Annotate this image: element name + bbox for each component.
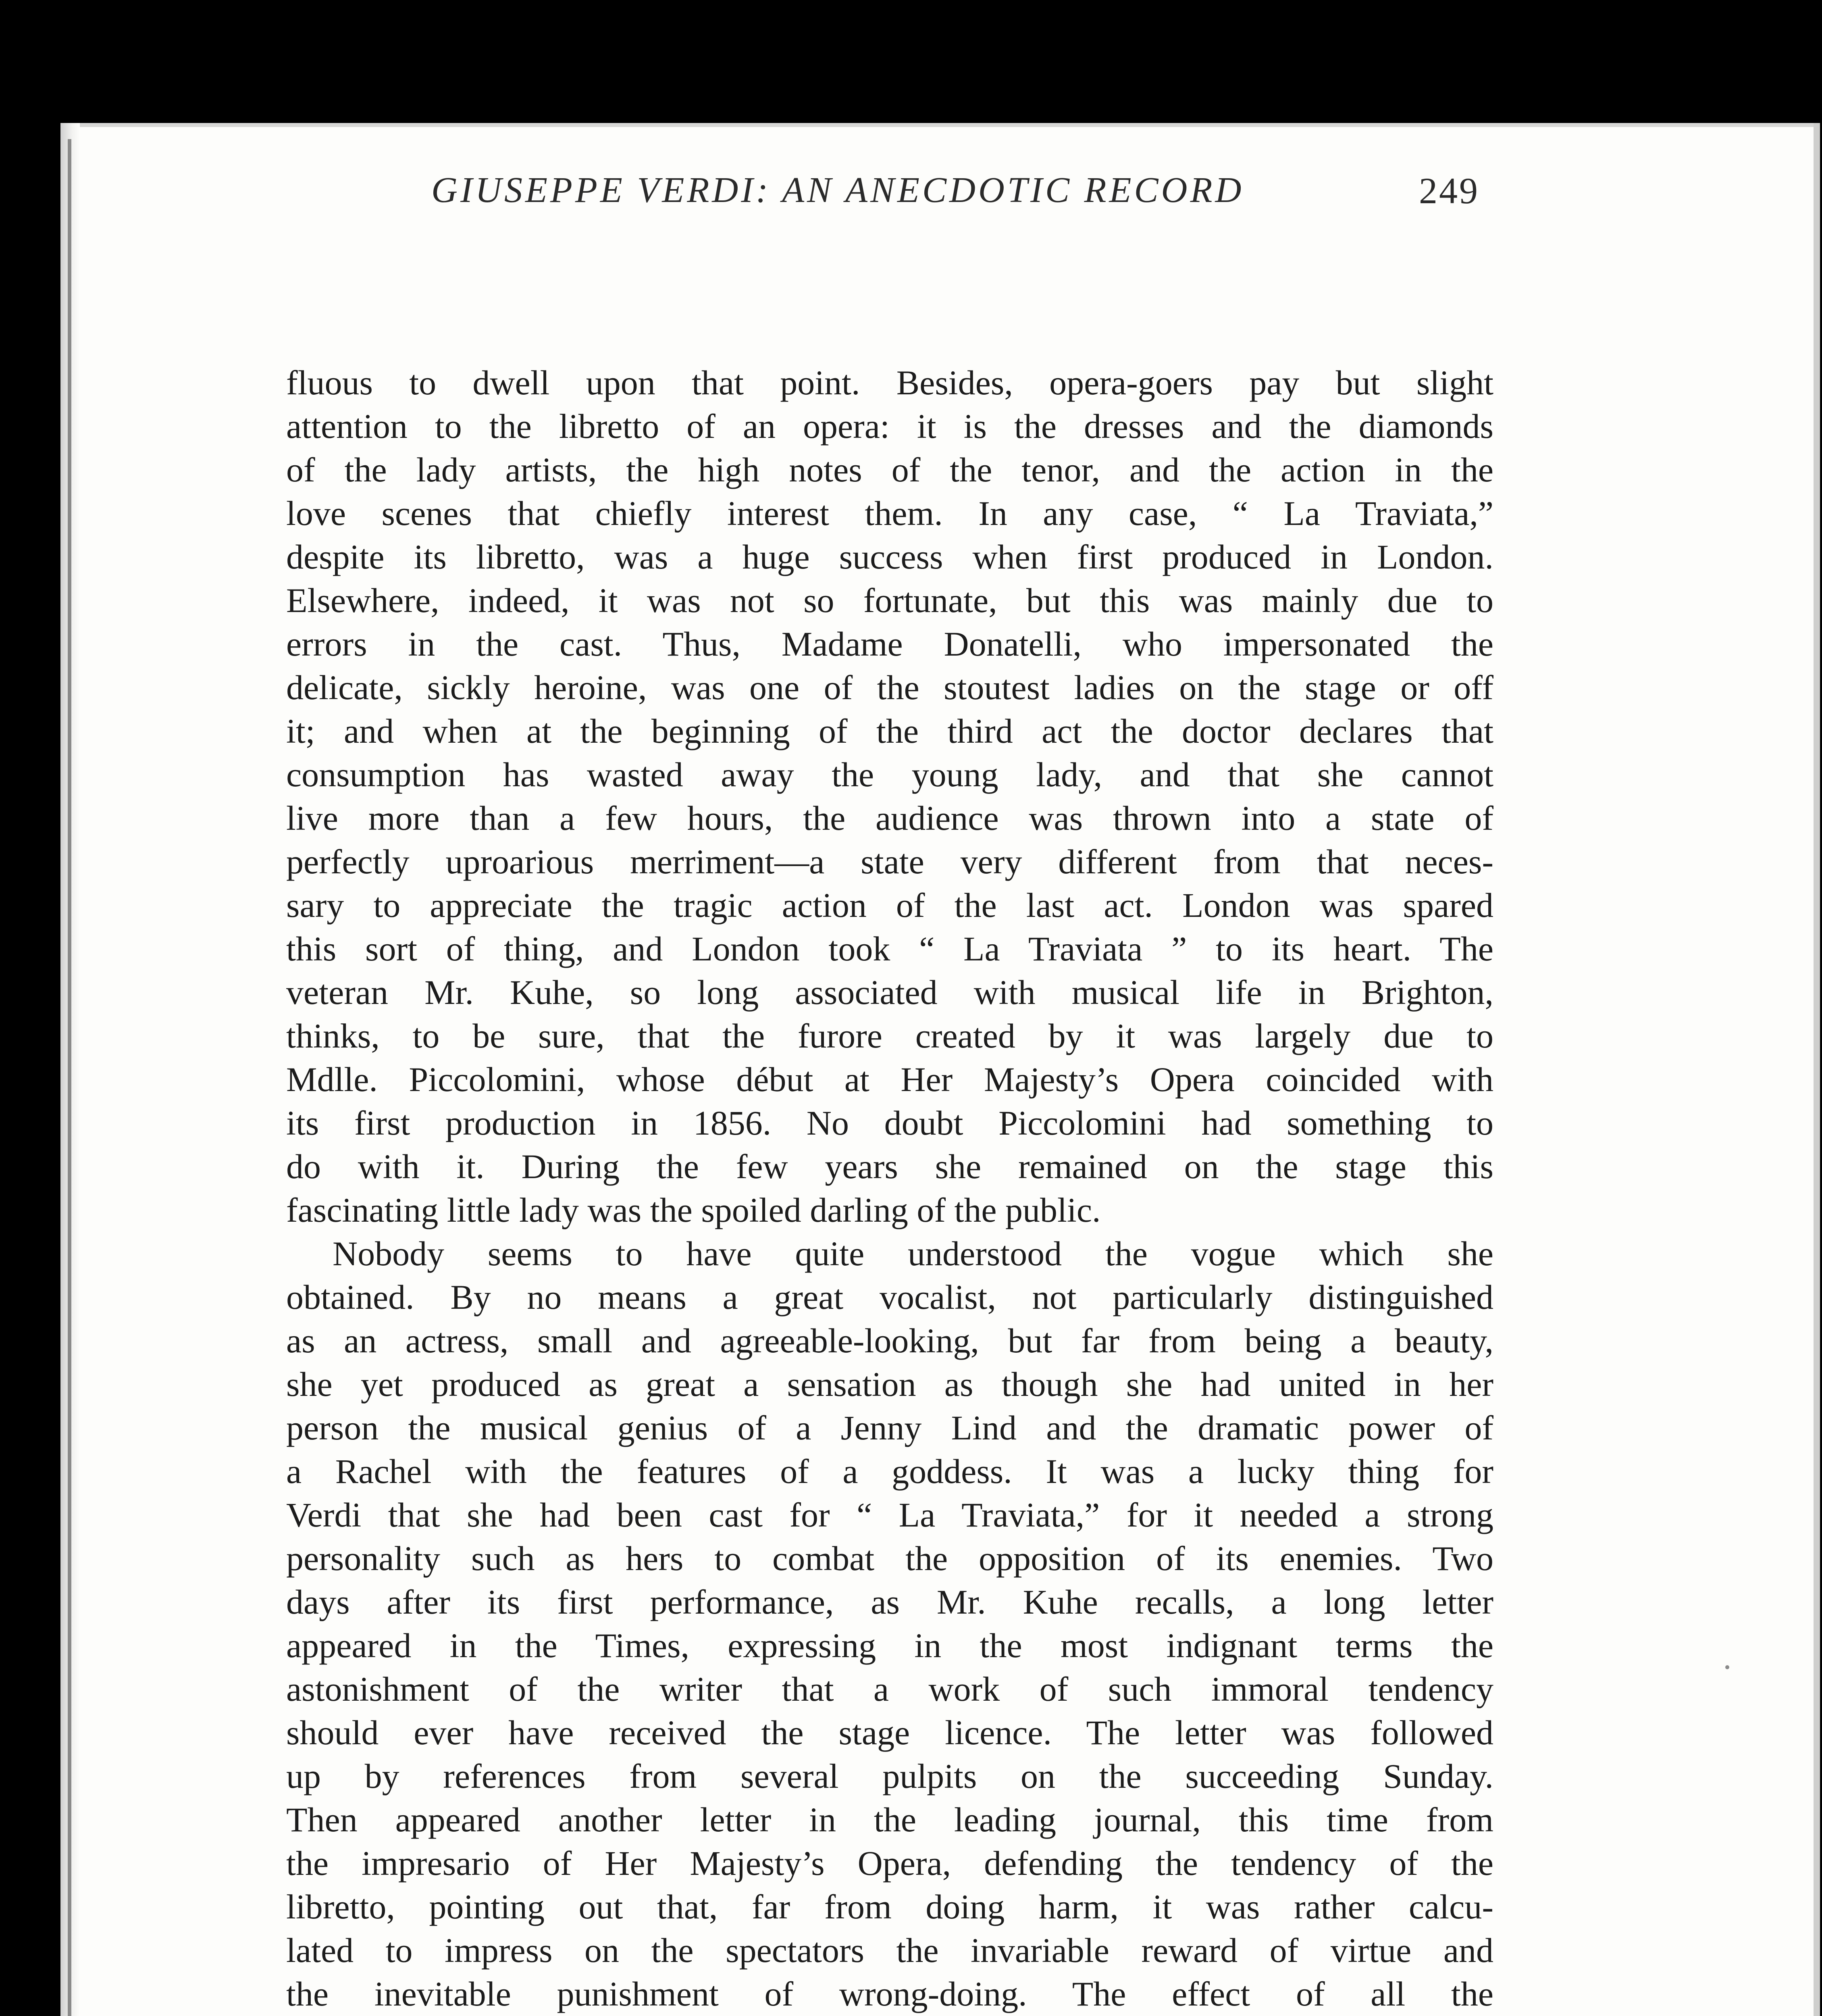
- text-line: Elsewhere, indeed, it was not so fortunate, but this was mainly due to: [286, 581, 1493, 620]
- text-line: should ever have received the stage licence. The letter was followed: [286, 1713, 1493, 1752]
- text-line: the impresario of Her Majesty’s Opera, defending the tendency of the: [286, 1844, 1493, 1883]
- text-line: fluous to dwell upon that point. Besides, opera-goers pay but slight: [286, 363, 1493, 402]
- text-line: its first production in 1856. No doubt Piccolomini had something to: [286, 1104, 1493, 1142]
- text-line: do with it. During the few years she remained on the stage this: [286, 1147, 1493, 1186]
- text-line: as an actress, small and agreeable-looking, but far from being a beauty,: [286, 1321, 1493, 1360]
- page-right-edge: [1814, 123, 1820, 2016]
- text-line: person the musical genius of a Jenny Lind and the dramatic power of: [286, 1408, 1493, 1447]
- page-binding-edge: [60, 123, 80, 2016]
- text-line: Verdi that she had been cast for “ La Traviata,” for it needed a strong: [286, 1495, 1493, 1534]
- text-line: she yet produced as great a sensation as though she had united in her: [286, 1365, 1493, 1404]
- text-line: delicate, sickly heroine, was one of the stoutest ladies on the stage or off: [286, 668, 1493, 707]
- text-line: live more than a few hours, the audience was thrown into a state of: [286, 799, 1493, 837]
- page-top-edge: [60, 123, 1820, 127]
- text-line: fascinating little lady was the spoiled darling of the public.: [286, 1191, 1101, 1229]
- text-line: love scenes that chiefly interest them. In any case, “ La Traviata,”: [286, 494, 1493, 533]
- text-line: obtained. By no means a great vocalist, not particularly distinguished: [286, 1278, 1493, 1316]
- binding-line: [68, 139, 71, 2016]
- body-text: [286, 361, 1493, 2016]
- text-line: astonishment of the writer that a work of such immoral tendency: [286, 1670, 1493, 1708]
- text-line: days after its first performance, as Mr. Kuhe recalls, a long letter: [286, 1583, 1493, 1621]
- text-line: the inevitable punishment of wrong-doing. The effect of all the: [286, 1974, 1493, 2013]
- text-line: perfectly uproarious merriment—a state very different from that neces-: [286, 842, 1493, 881]
- text-line: personality such as hers to combat the opposition of its enemies. Two: [286, 1539, 1493, 1578]
- text-line: sary to appreciate the tragic action of the last act. London was spared: [286, 886, 1493, 925]
- text-line: appeared in the Times, expressing in the most indignant terms the: [286, 1626, 1493, 1665]
- text-line: this sort of thing, and London took “ La Traviata ” to its heart. The: [286, 929, 1493, 968]
- text-line: Nobody seems to have quite understood the vogue which she: [333, 1234, 1493, 1273]
- running-head: GIUSEPPE VERDI: AN ANECDOTIC RECORD: [431, 170, 1244, 210]
- text-line: attention to the libretto of an opera: it is the dresses and the diamonds: [286, 407, 1493, 446]
- text-line: of the lady artists, the high notes of the tenor, and the action in the: [286, 450, 1493, 489]
- text-line: it; and when at the beginning of the third act the doctor declares that: [286, 712, 1493, 750]
- text-line: thinks, to be sure, that the furore created by it was largely due to: [286, 1016, 1493, 1055]
- text-line: a Rachel with the features of a goddess. It was a lucky thing for: [286, 1452, 1493, 1491]
- text-line: lated to impress on the spectators the invariable reward of virtue and: [286, 1931, 1493, 1970]
- text-line: Then appeared another letter in the leading journal, this time from: [286, 1800, 1493, 1839]
- text-line: errors in the cast. Thus, Madame Donatelli, who impersonated the: [286, 625, 1493, 663]
- text-line: veteran Mr. Kuhe, so long associated with musical life in Brighton,: [286, 973, 1493, 1012]
- text-line: up by references from several pulpits on the succeeding Sunday.: [286, 1757, 1493, 1795]
- text-line: libretto, pointing out that, far from doing harm, it was rather calcu-: [286, 1887, 1493, 1926]
- text-line: despite its libretto, was a huge success when first produced in London.: [286, 537, 1493, 576]
- text-line: consumption has wasted away the young lady, and that she cannot: [286, 755, 1493, 794]
- page-number: 249: [1419, 170, 1479, 211]
- paper-speck: [1725, 1665, 1729, 1669]
- text-line: Mdlle. Piccolomini, whose début at Her Majesty’s Opera coincided with: [286, 1060, 1493, 1099]
